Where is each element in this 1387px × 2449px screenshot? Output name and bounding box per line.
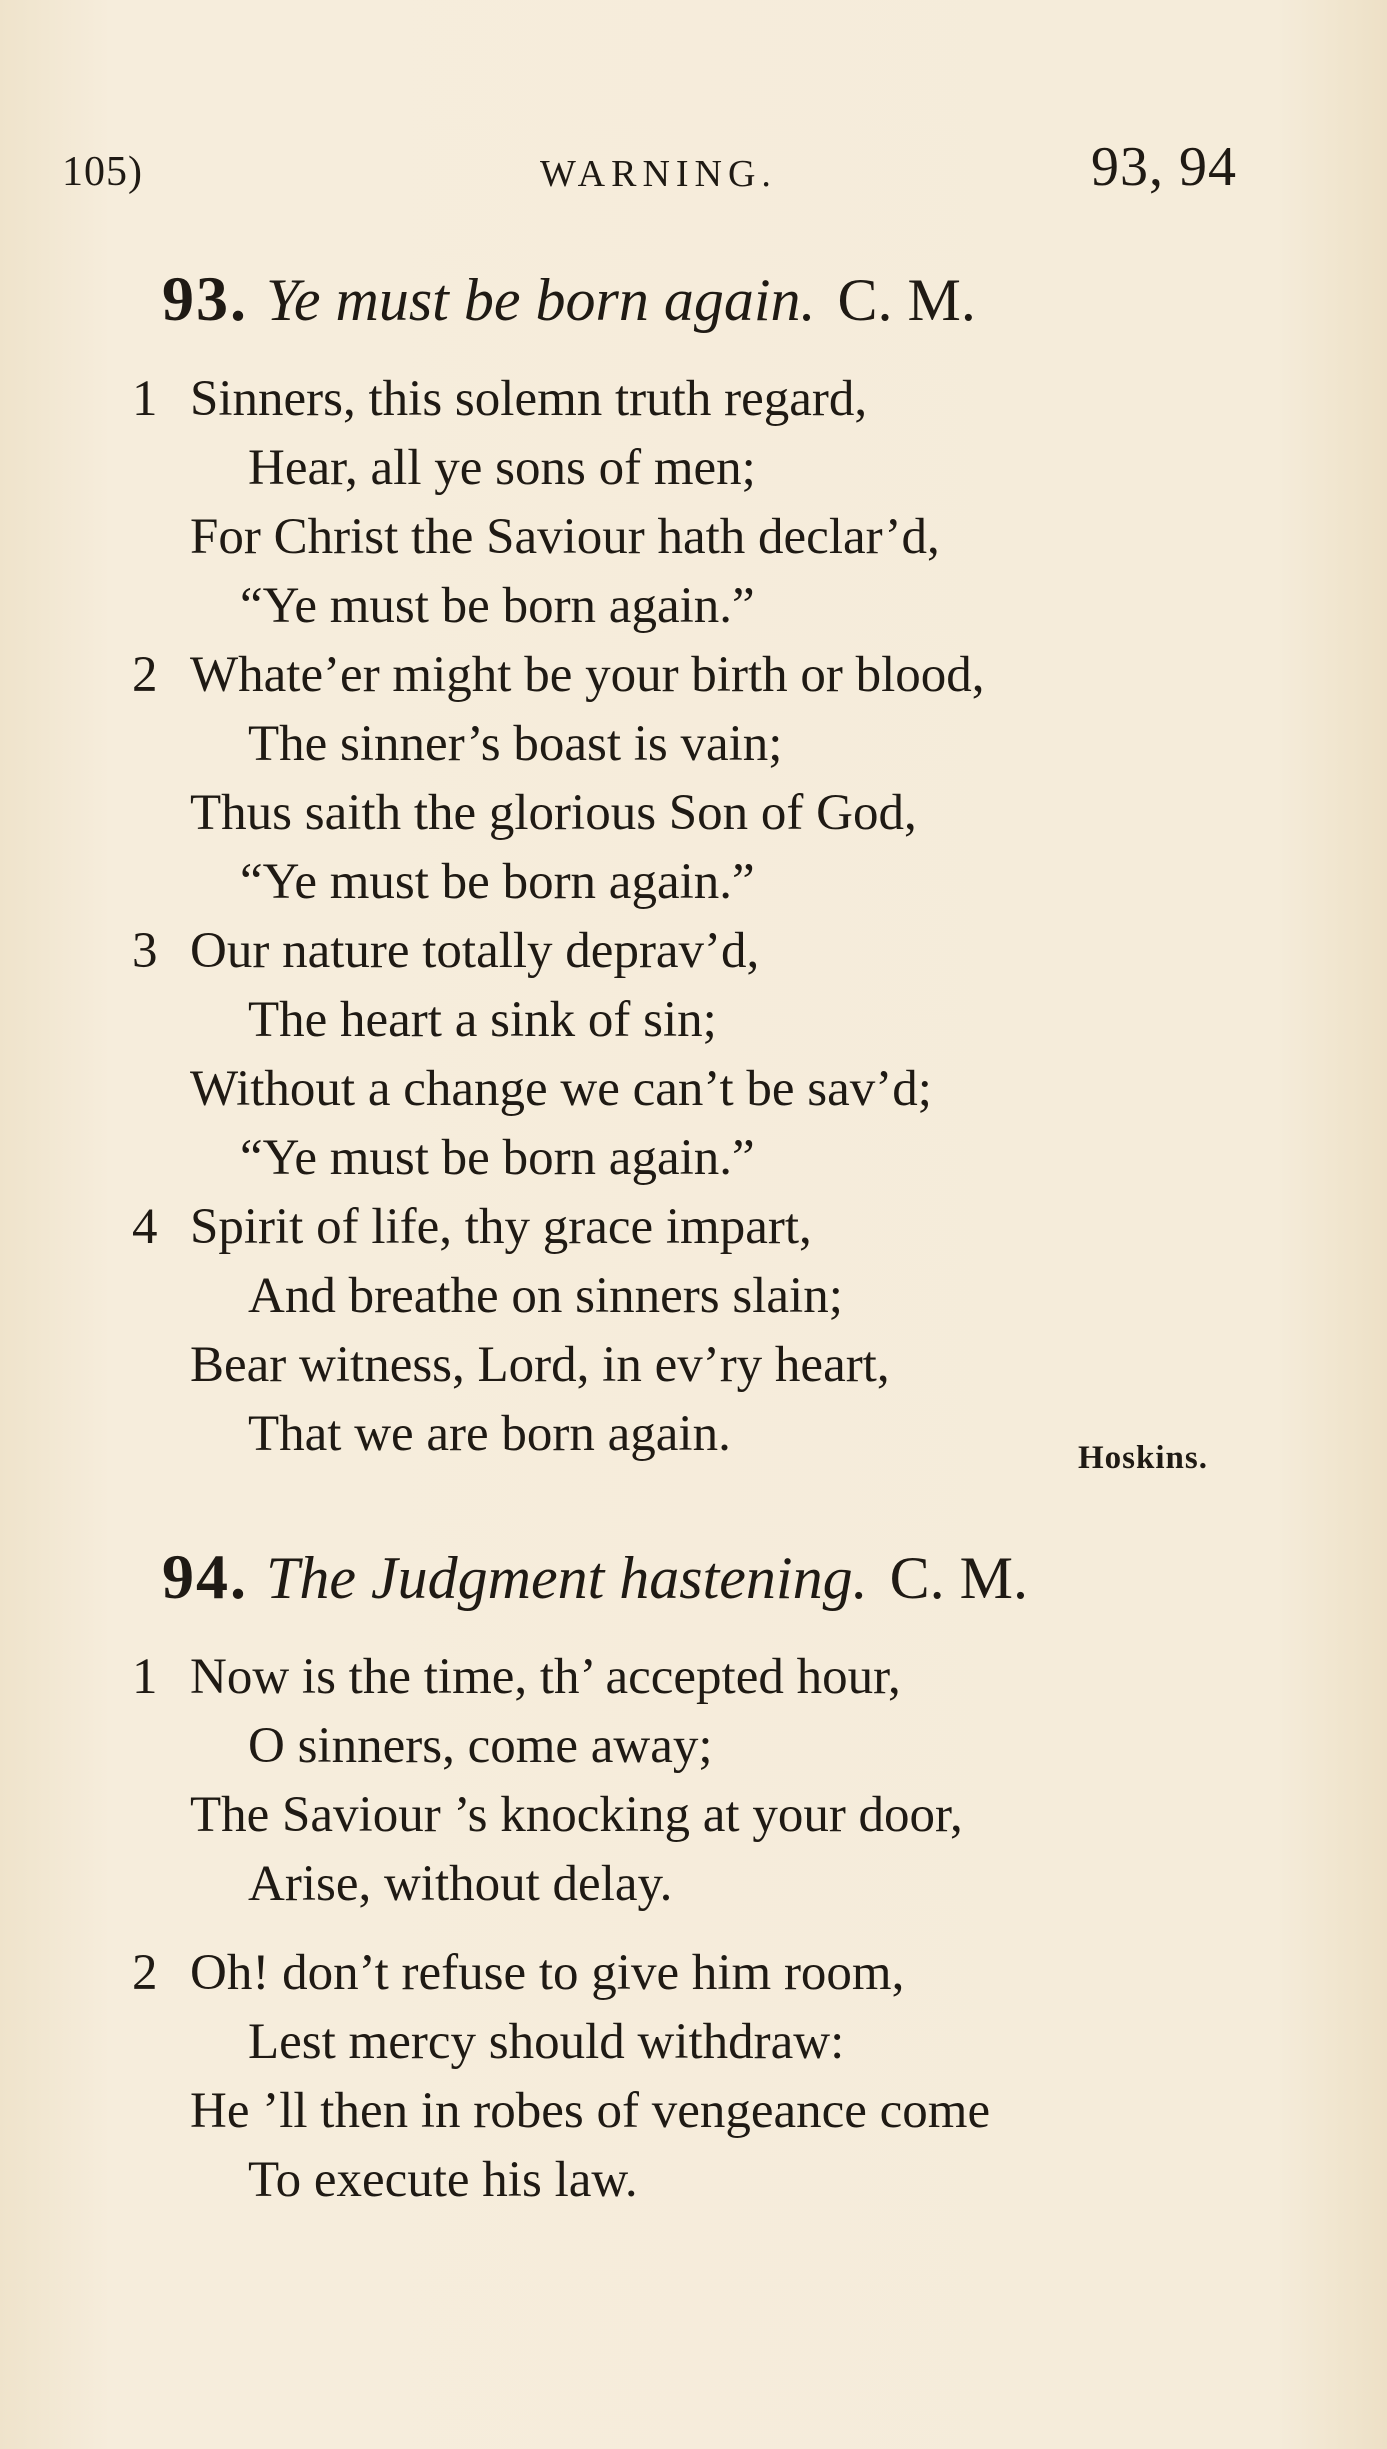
verse-number: 3: [132, 923, 158, 979]
verse-line: Hear, all ye sons of men;: [248, 440, 756, 496]
verse-line: “Ye must be born again.”: [240, 854, 755, 910]
hymn-number: 94.: [162, 1541, 248, 1612]
verse-line: Oh! don’t refuse to give him room,: [190, 1945, 905, 2001]
hymn-author: Hoskins.: [1078, 1440, 1208, 1476]
hymn-93-title: [162, 262, 976, 336]
verse-line: Arise, without delay.: [248, 1856, 673, 1912]
verse-number: 1: [132, 371, 158, 427]
verse-line: And breathe on sinners slain;: [248, 1268, 843, 1324]
verse-number: 2: [132, 647, 158, 703]
verse-line: Our nature totally deprav’d,: [190, 923, 760, 979]
verse-line: Now is the time, th’ accepted hour,: [190, 1649, 901, 1705]
verse-line: Whate’er might be your birth or blood,: [190, 647, 985, 703]
verse-line: Sinners, this solemn truth regard,: [190, 371, 868, 427]
hymn-meter: C. M.: [889, 1545, 1028, 1611]
hymn-number: 93.: [162, 263, 248, 334]
hymn-range: 93, 94: [1091, 136, 1237, 198]
verse-line: “Ye must be born again.”: [240, 578, 755, 634]
hymn-subject: The Judgment hastening.: [266, 1545, 868, 1611]
verse-line: The Saviour ’s knocking at your door,: [190, 1787, 963, 1843]
page-number: 105): [62, 149, 143, 195]
verse-line: O sinners, come away;: [248, 1718, 713, 1774]
hymn-meter: C. M.: [837, 267, 976, 333]
verse-line: Bear witness, Lord, in ev’ry heart,: [190, 1337, 890, 1393]
verse-number: 4: [132, 1199, 158, 1255]
verse-number: 1: [132, 1649, 158, 1705]
verse-line: Spirit of life, thy grace impart,: [190, 1199, 812, 1255]
running-title: WARNING.: [540, 153, 777, 195]
verse-line: “Ye must be born again.”: [240, 1130, 755, 1186]
verse-line: Without a change we can’t be sav’d;: [190, 1061, 932, 1117]
hymn-subject: Ye must be born again.: [266, 267, 816, 333]
verse-line: For Christ the Saviour hath declar’d,: [190, 509, 940, 565]
verse-line: The heart a sink of sin;: [248, 992, 717, 1048]
hymn-94-title: [162, 1540, 1028, 1614]
verse-line: That we are born again.: [248, 1406, 731, 1462]
verse-line: He ’ll then in robes of vengeance come: [190, 2083, 991, 2139]
verse-number: 2: [132, 1945, 158, 2001]
verse-line: Lest mercy should withdraw:: [248, 2014, 845, 2070]
verse-line: The sinner’s boast is vain;: [248, 716, 783, 772]
verse-line: To execute his law.: [248, 2152, 638, 2208]
verse-line: Thus saith the glorious Son of God,: [190, 785, 917, 841]
